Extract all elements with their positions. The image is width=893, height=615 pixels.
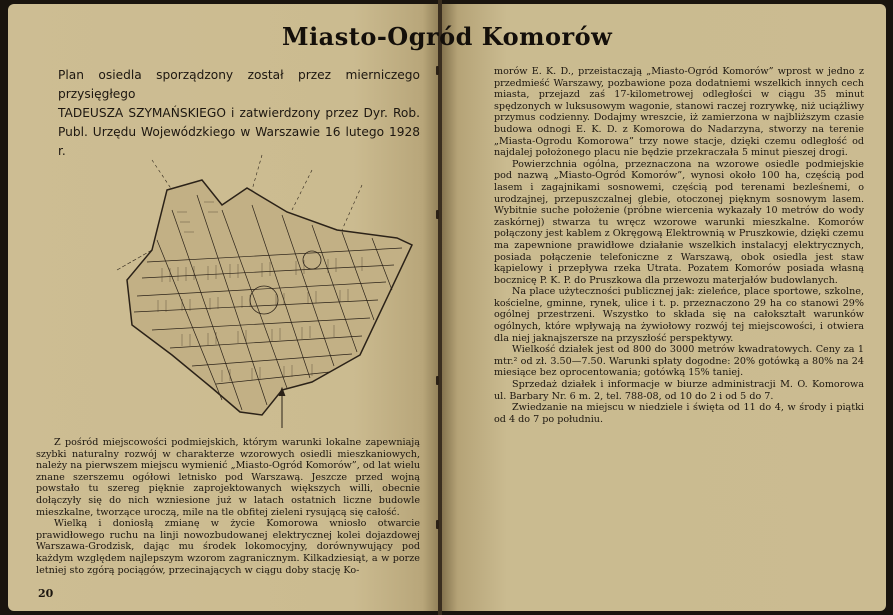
- binding-stitch: [436, 210, 439, 219]
- caption-line: TADEUSZA SZYMAŃSKIEGO i zatwierdzony przez Dyr. Rob.: [58, 106, 420, 120]
- binding-stitch: [436, 376, 439, 385]
- paragraph: Na place użyteczności publicznej jak: zieleńce, place sportowe, szkolne, kościelne, gminne, rynek, ulice i t. p. przeznaczono 29 ha co stanowi 29% ogólnej przestrzeni. Wszystko to składa się na całokształt warunków ogólnych, które wpływają na żywiołowy rozwój tej miejscowości, i otwiera dla niej jaknajszersze na przyszłość perspektywy.: [494, 286, 864, 344]
- caption-line: Plan osiedla sporządzony został przez mierniczego przysięgłego: [58, 68, 420, 101]
- paragraph: Wielką i doniosłą zmianę w życie Komorowa wniosło otwarcie prawidłowego ruchu na linji nowozbudowanej elektrycznej kolei dojazdowej Warszawa-Grodzisk, dając mu środek lokomocyjny, dorównywujący pod każdym względem najlepszym wzorom zagranicznym. Kilkadziesiąt, a w porze letniej sto zgórą pociągów, przecinających w ciągu doby stację Ko-: [36, 518, 420, 576]
- paragraph: morów E. K. D., przeistaczają „Miasto-Ogród Komorów” wprost w jedno z przedmieść Warszawy, pozbawione poza dodatniemi wszelkich innych cech miasta, przejazd zaś 17-kilometrowej odległości w ciągu 35 minut spędzonych w luksusowym wagonie, stanowi raczej rozrywkę, niż uciążliwy przymus codzienny. Dodajmy wreszcie, iż zamierzona w najbliższym czasie budowa odnogi E. K. D. z Komorowa do Nadarzyna, stworzy na terenie „Miasta-Ogrodu Komorowa” trzy nowe stacje, dzięki czemu odległość od najdalej położonego placu nie będzie przekraczała 5 minut pieszej drogi.: [494, 66, 864, 159]
- paragraph: Z pośród miejscowości podmiejskich, którym warunki lokalne zapewniają szybki naturalny rozwój w charakterze wzorowych osiedli mieszkaniowych, należy na pierwszem miejscu wymienić „Miasto-Ogród Komorów”, od lat wielu znane szerszemu ogółowi letnisko pod Warszawą. Jeszcze przed wojną powstało tu szereg pięknie zaprojektowanych większych willi, obecnie dołączyły się do nich wzniesione już w latach ostatnich liczne budowle mieszkalne, tworzące uroczą, mile na tle obfitej zieleni rysującą się całość.: [36, 437, 420, 518]
- page-number: 20: [38, 587, 54, 600]
- caption-line: Publ. Urzędu Wojewódzkiego w Warszawie 16 lutego 1928 r.: [58, 125, 420, 158]
- page-title: Miasto-Ogród Komorów: [282, 22, 613, 51]
- paragraph: Wielkość działek jest od 800 do 3000 metrów kwadratowych. Ceny za 1 mtr.² od zł. 3.50—7.50. Warunki spłaty dogodne: 20% gotówką a 80% na 24 miesiące bez oprocentowania; gotówką 15% taniej.: [494, 344, 864, 379]
- right-column-text: [494, 66, 864, 425]
- binding-stitch: [436, 520, 439, 529]
- paragraph: Zwiedzanie na miejscu w niedziele i święta od 11 do 4, w środy i piątki od 4 do 7 po południu.: [494, 402, 864, 425]
- left-column-text: [36, 437, 420, 576]
- binding-stitch: [436, 66, 439, 75]
- map-caption: [58, 66, 420, 161]
- settlement-plan-map: [112, 150, 422, 430]
- paragraph: Sprzedaż działek i informacje w biurze administracji M. O. Komorowa ul. Barbary Nr. 6 m. 2, tel. 788-08, od 10 do 2 i od 5 do 7.: [494, 379, 864, 402]
- paragraph: Powierzchnia ogólna, przeznaczona na wzorowe osiedle podmiejskie pod nazwą „Miasto-Ogród Komorów”, wynosi około 100 ha, częścią pod lasem i zagajnikami sosnowemi, częścią pod terenami bezleśnemi, o urodzajnej, przepuszczalnej glebie, otoczonej pięknym sosnowym lasem. Wybitnie suche położenie (próbne wiercenia wykazały 10 metrów do wody zaskórnej) stwarza tu wręcz wzorowe warunki mieszkalne. Komorów połączony jest kablem z Okręgową Elektrownią w Pruszkowie, dzięki czemu ma zapewnione prawidłowe działanie wszelkich instalacyj elektrycznych, posiada połączenie telefoniczne z Warszawą, obok osiedla jest staw kąpielowy i przepływa rzeka Utrata. Pozatem Komorów posiada własną bocznicę P. K. P. do Pruszkowa dla przewozu materjałów budowlanych.: [494, 158, 864, 286]
